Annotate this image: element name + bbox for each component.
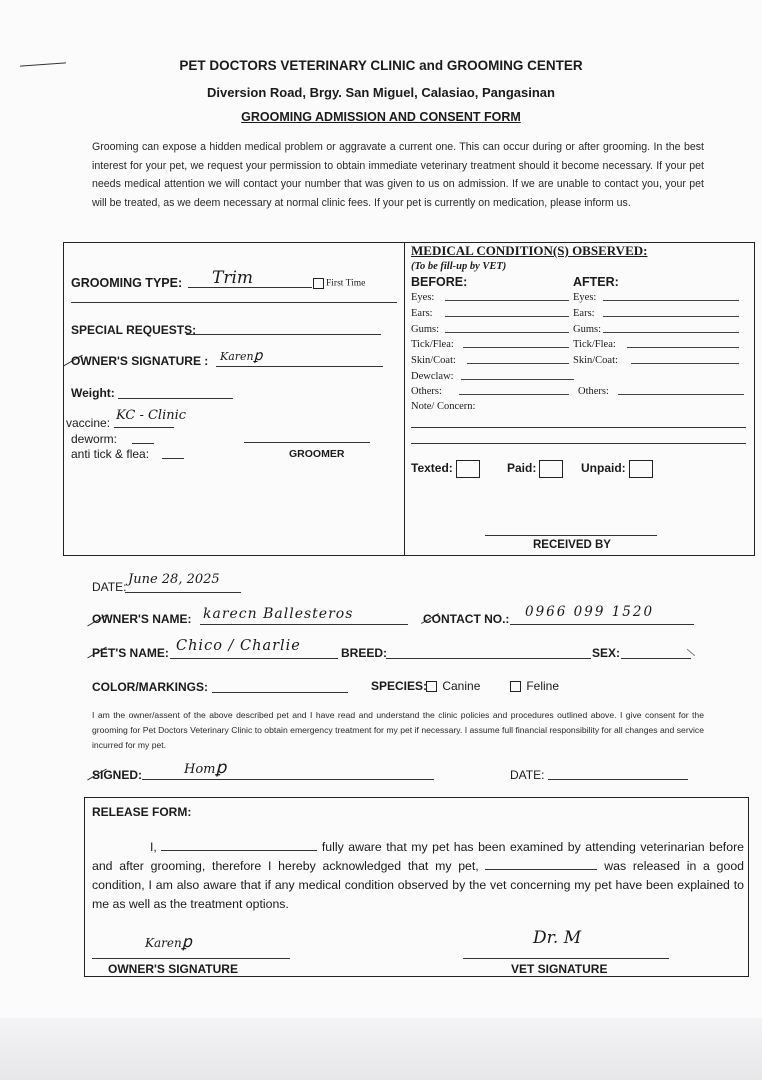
release-paragraph: I, fully aware that my pet has been examined by attending veterinarian before and after grooming, therefore I hereby acknowledged that my pet, was released in a good condition, I am also aware that if any medical condition observed by the vet concerning my pet have been explained to me as well as the treatment options. [92, 840, 744, 911]
grooming-type-label: GROOMING TYPE: [71, 276, 183, 290]
groomer-label: GROOMER [289, 448, 345, 460]
after-item [573, 292, 596, 303]
color-markings-label: COLOR/MARKINGS: [92, 680, 208, 694]
after-item-label: Tick/Flea: [573, 339, 616, 350]
intro-paragraph: Grooming can expose a hidden medical problem or aggravate a current one. This can occur during or after grooming. In the best interest for your pet, we request your permission to obtain immediate veterinary treatment should it become necessary. If your pet needs medical attention we will contact your number that was given to us on admission. If we are unable to contact you, your pet will be treated, as we deem necessary at normal clinic fees. If your pet is currently on medication, please inform us. [92, 141, 704, 209]
breed-label: BREED: [341, 646, 388, 660]
owner-name-value: karecn Ballesteros [203, 606, 354, 622]
received-by-line[interactable] [485, 535, 657, 536]
medical-title: MEDICAL CONDITION(S) OBSERVED: [411, 243, 648, 258]
special-requests-label: SPECIAL REQUESTS: [71, 323, 197, 337]
anti-tick-field[interactable] [162, 458, 184, 459]
after-item-label: Eyes: [573, 292, 597, 303]
before-item-field[interactable] [467, 363, 569, 364]
note-line-2[interactable] [411, 443, 746, 444]
form-title: GROOMING ADMISSION AND CONSENT FORM [241, 110, 521, 124]
note-concern-label: Note/ Concern: [411, 401, 476, 412]
after-item-field[interactable] [631, 363, 739, 364]
before-item [411, 339, 454, 350]
paid-checkbox[interactable] [539, 460, 563, 478]
before-label: BEFORE: [411, 275, 468, 289]
before-item-label: Dewclaw: [411, 371, 454, 382]
after-item-field[interactable] [618, 394, 744, 395]
clinic-name: PET DOCTORS VETERINARY CLINIC and GROOMING CENTER [179, 58, 583, 73]
pet-name-field[interactable] [170, 658, 338, 659]
date-field[interactable] [125, 592, 241, 593]
owner-signature-scribble: Karenꝑ [220, 348, 263, 364]
vaccine-value: KC - Clinic [116, 408, 187, 423]
before-item [411, 292, 434, 303]
canine-checkbox[interactable] [426, 681, 437, 692]
unpaid-checkbox[interactable] [629, 460, 653, 478]
vet-signature-label: VET SIGNATURE [511, 962, 608, 976]
before-item [411, 371, 454, 382]
before-item-label: Tick/Flea: [411, 339, 454, 350]
unpaid-option[interactable]: Unpaid: [581, 460, 653, 478]
feline-checkbox[interactable] [510, 681, 521, 692]
contact-value: 0966 099 1520 [525, 604, 655, 620]
release-owner-name-field[interactable] [161, 838, 317, 851]
stray-mark-sex [687, 649, 695, 656]
after-item-field[interactable] [627, 347, 739, 348]
date-value: June 28, 2025 [128, 572, 220, 587]
first-time-box[interactable] [313, 278, 324, 289]
signed-date-label: DATE: [510, 768, 545, 782]
received-by-label: RECEIVED BY [533, 539, 611, 551]
texted-checkbox[interactable] [456, 460, 480, 478]
groomer-signature-line[interactable] [244, 442, 370, 443]
vet-signature-line[interactable] [463, 958, 669, 959]
after-item-field[interactable] [603, 332, 739, 333]
before-item-field[interactable] [445, 316, 569, 317]
anti-tick-label: anti tick & flea: [71, 447, 150, 461]
sex-field[interactable] [621, 658, 691, 659]
breed-field[interactable] [386, 658, 591, 659]
after-label: AFTER: [573, 275, 619, 289]
release-owner-scribble: Karenꝑ [145, 932, 192, 951]
owner-signature-label: OWNER'S SIGNATURE : [71, 354, 209, 368]
release-owner-signature-label: OWNER'S SIGNATURE [108, 962, 238, 976]
weight-field[interactable] [118, 398, 233, 399]
clinic-address: Diversion Road, Brgy. San Miguel, Calasiao, Pangasinan [207, 85, 555, 100]
before-item-label: Others: [411, 386, 442, 397]
pet-name-value: Chico / Charlie [176, 638, 301, 654]
vet-initials: Dr. M [533, 928, 582, 948]
after-item-label: Others: [578, 386, 609, 397]
release-title: RELEASE FORM: [92, 805, 192, 819]
first-time-checkbox[interactable]: First Time [313, 278, 365, 289]
pet-name-label: PET'S NAME: [92, 646, 169, 660]
contact-field[interactable] [510, 624, 694, 625]
before-item-field[interactable] [461, 379, 574, 380]
special-requests-field[interactable] [186, 334, 381, 335]
deworm-label: deworm: [71, 432, 118, 446]
before-item-label: Gums: [411, 324, 440, 335]
species-label: SPECIES: [371, 679, 428, 693]
paid-option[interactable]: Paid: [507, 460, 563, 478]
before-item-field[interactable] [445, 332, 569, 333]
grooming-line [71, 302, 397, 303]
before-item [411, 308, 433, 319]
owner-signature-field[interactable] [216, 366, 383, 367]
box-divider [404, 243, 405, 555]
after-item-label: Ears: [573, 308, 595, 319]
color-markings-field[interactable] [212, 692, 348, 693]
before-item-label: Eyes: [411, 292, 435, 303]
sex-label: SEX: [592, 646, 621, 660]
contact-label: CONTACT NO.: [423, 612, 510, 626]
before-item-field[interactable] [445, 300, 569, 301]
weight-label: Weight: [71, 386, 115, 400]
after-item [573, 339, 616, 350]
before-item [411, 386, 442, 397]
before-item [411, 324, 439, 335]
date-label: DATE: [92, 580, 127, 594]
signed-field[interactable] [142, 779, 434, 780]
vaccine-field[interactable] [114, 427, 174, 428]
after-item [573, 308, 595, 319]
owner-name-label: OWNER'S NAME: [92, 612, 192, 626]
after-item [573, 324, 601, 335]
after-item [573, 355, 618, 366]
before-item-field[interactable] [459, 394, 569, 395]
before-item [411, 355, 456, 366]
grooming-type-value: Trim [212, 268, 254, 288]
consent-paragraph: I am the owner/assent of the above described pet and I have read and understand the clinic policies and procedures outlined above. I give consent for the grooming for Pet Doctors Veterinary Clinic to obtain emergency treatment for my pet if necessary. I assume full financial responsibility for all changes and service incurred for my pet. [92, 710, 704, 750]
after-item-field[interactable] [603, 316, 739, 317]
feline-option[interactable]: Feline [510, 679, 559, 693]
canine-option[interactable]: Canine [426, 679, 480, 693]
signed-label: SIGNED: [92, 768, 143, 782]
owner-name-field[interactable] [200, 624, 408, 625]
medical-subtitle: (To be fill-up by VET) [411, 261, 507, 272]
signed-date-field[interactable] [548, 779, 688, 780]
after-item-label: Skin/Coat: [573, 355, 618, 366]
after-item-label: Gums: [573, 324, 602, 335]
note-line-1[interactable] [411, 427, 746, 428]
before-item-field[interactable] [463, 347, 569, 348]
deworm-field[interactable] [132, 443, 154, 444]
scan-shadow [0, 1018, 762, 1080]
texted-option[interactable]: Texted: [411, 460, 480, 478]
vaccine-label: vaccine: [66, 416, 111, 430]
signed-scribble: Homꝑ [184, 758, 227, 778]
before-item-label: Ears: [411, 308, 433, 319]
after-item [578, 386, 609, 397]
release-pet-name-field[interactable] [485, 857, 597, 870]
release-owner-signature-line[interactable] [92, 958, 290, 959]
before-item-label: Skin/Coat: [411, 355, 456, 366]
after-item-field[interactable] [603, 300, 739, 301]
